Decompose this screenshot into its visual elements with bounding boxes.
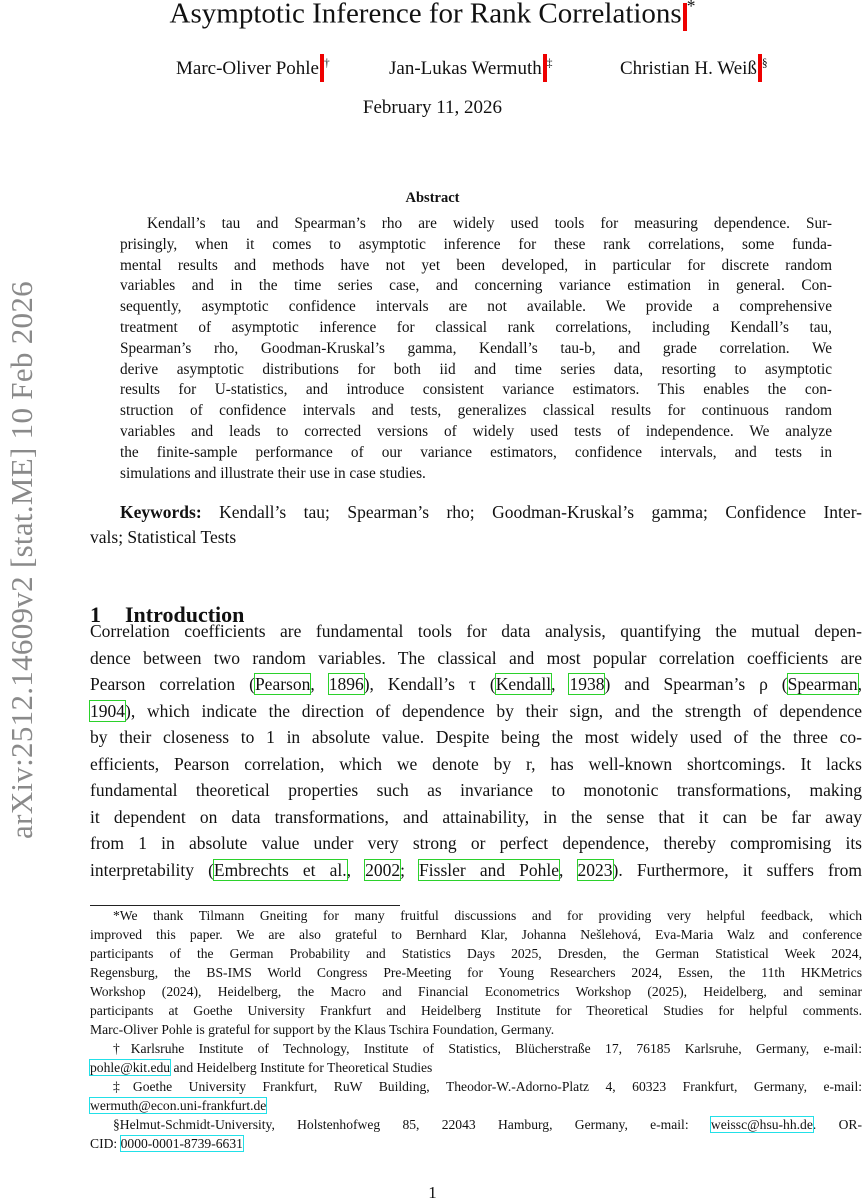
citation-link[interactable]: 1904 <box>90 700 125 721</box>
abstract-line: treatment of asymptotic inference for classical rank correlations, including Kendall’s tau, <box>120 319 832 336</box>
text-segment: interpretability ( <box>90 859 214 880</box>
text-segment: ), which indicate the direction of dependence by their sign, and the strength of dependence <box>125 700 862 721</box>
text-segment: fundamental theoretical properties such as invariance to monotonic transformations, making <box>90 780 862 800</box>
keywords-line-2: vals; Statistical Tests <box>90 527 237 547</box>
footnote-line <box>90 1022 862 1038</box>
abstract-line: derive asymptotic distributions for both iid and time series data, resorting to asymptotic <box>120 360 832 378</box>
citation-link[interactable]: 1896 <box>328 674 364 694</box>
text-segment: Workshop (2024), Heidelberg, the Macro and Financial Econometrics Workshop (2025), Heidelberg, and seminar <box>90 984 862 999</box>
url-link[interactable]: 0000-0001-8739-6631 <box>120 1136 243 1151</box>
text-segment: , <box>559 859 578 880</box>
text-segment: , <box>857 674 862 694</box>
paper-date: February 11, 2026 <box>362 97 503 118</box>
citation-link[interactable]: Pearson <box>254 674 311 694</box>
text-segment: Marc-Oliver Pohle is grateful for support by the Klaus Tschira Foundation, Germany. <box>90 1022 555 1037</box>
footnote-line <box>90 946 862 962</box>
text-segment: Pearson correlation ( <box>90 674 255 694</box>
title-text: Asymptotic Inference for Rank Correlations <box>169 0 682 30</box>
abstract-line: the finite-sample performance of our variance estimators, confidence intervals, and tests in <box>120 443 832 461</box>
text-segment: it dependent on data transformations, and attainability, in the sense that it can be far away <box>90 806 862 827</box>
citation-link[interactable]: 2023 <box>577 859 613 880</box>
url-link[interactable]: wermuth@econ.uni-frankfurt.de <box>90 1098 267 1113</box>
url-link[interactable]: weissc@hsu-hh.de <box>710 1117 813 1132</box>
arxiv-identifier: arXiv:2512.14609v2 [stat.ME] 10 Feb 2026 <box>4 281 39 839</box>
text-segment: †Karlsruhe Institute of Technology, Institute of Statistics, Blücherstraße 17, 76185 Karlsruhe, Germany, e-mail: <box>113 1041 862 1056</box>
text-segment: dence between two random variables. The classical and most popular correlation coefficients are <box>90 647 862 668</box>
text-segment: ) and Spearman’s ρ ( <box>604 674 788 694</box>
abstract-heading: Abstract <box>405 190 460 206</box>
footnote-line <box>90 965 862 981</box>
text-segment: ; <box>400 859 420 880</box>
text-segment: from 1 in absolute value under very strong or perfect dependence, thereby compromising its <box>90 833 862 853</box>
abstract-line: Spearman’s rho, Goodman-Kruskal’s gamma, Kendall’s tau-b, and grade correlation. We <box>120 339 832 357</box>
text-segment: , <box>346 859 366 880</box>
text-segment: efficients, Pearson correlation, which we denote by r, has well-known shortcomings. It lacks <box>90 753 862 774</box>
footnote-line <box>90 1060 862 1076</box>
abstract-line: struction of confidence intervals and tests, generalizes classical results for continuous random <box>120 402 832 420</box>
footnote-mark[interactable]: ‡ <box>546 57 553 70</box>
intro-line <box>90 754 862 775</box>
text-segment: ), Kendall’s τ ( <box>363 674 496 694</box>
author-wermuth <box>389 54 552 82</box>
citation-link[interactable]: Fissler and Pohle <box>419 859 560 880</box>
text-segment: , <box>310 674 329 694</box>
footnote-line <box>113 1079 862 1095</box>
page-number: 1 <box>428 1183 437 1202</box>
text-segment: Regensburg, the BS-IMS World Congress Pre-Meeting for Young Researchers 2024, Essen, the 11th HKMetrics <box>90 965 862 980</box>
footnote-line <box>113 908 862 924</box>
footnote-mark[interactable]: † <box>323 57 330 70</box>
intro-line <box>90 727 862 748</box>
intro-line <box>90 621 862 642</box>
title-footnote-mark[interactable]: * <box>686 0 696 16</box>
keywords-line-1 <box>120 502 862 523</box>
abstract-line: prisingly, when it comes to asymptotic inference for these rank correlations, some funda- <box>120 235 832 253</box>
text-segment: *We thank Tilmann Gneiting for many fruitful discussions and for providing very helpful feedback, which <box>113 908 862 923</box>
citation-link[interactable]: 2002 <box>365 859 401 880</box>
citation-link[interactable]: 1938 <box>569 674 605 694</box>
abstract-line: mental results and methods have not yet been developed, in particular for discrete random <box>120 256 832 274</box>
citation-link[interactable]: Spearman <box>787 674 858 694</box>
section-title: Introduction <box>125 602 245 627</box>
text-segment: Correlation coefficients are fundamental tools for data analysis, quantifying the mutual depen- <box>90 621 862 641</box>
abstract-line: variables and leads to corrected versions of widely used tests of independence. We analyze <box>120 423 832 440</box>
intro-line <box>90 860 862 881</box>
footnote-line <box>90 1136 862 1152</box>
author-name: Marc-Oliver Pohle <box>176 58 319 79</box>
text-segment: ‡Goethe University Frankfurt, RuW Building, Theodor-W.-Adorno-Platz 4, 60323 Frankfurt, Germany, e-mail: <box>113 1079 862 1094</box>
text-segment: CID: <box>90 1136 121 1151</box>
keywords-text: Kendall’s tau; Spearman’s rho; Goodman-Kruskal’s gamma; Confidence Inter- <box>219 502 862 522</box>
footnote-rule <box>90 905 400 906</box>
abstract-line: Kendall’s tau and Spearman’s rho are widely used tools for measuring dependence. Sur- <box>147 215 832 232</box>
footnote-line <box>90 984 862 1000</box>
citation-link[interactable]: Kendall <box>495 674 552 694</box>
text-segment: and Heidelberg Institute for Theoretical Studies <box>170 1060 433 1075</box>
text-segment: improved this paper. We are also grateful to Bernhard Klar, Johanna Nešlehová, Eva-Maria Walz and conference <box>90 927 862 942</box>
author-weiss <box>620 54 768 82</box>
author-name: Jan-Lukas Wermuth <box>389 58 542 79</box>
author-pohle <box>176 54 330 82</box>
text-segment: ). Furthermore, it suffers from <box>612 859 863 880</box>
citation-link[interactable]: Embrechts et al. <box>213 859 347 880</box>
section-number: 1 <box>90 602 101 627</box>
paper-title <box>0 0 865 31</box>
intro-line <box>90 780 862 801</box>
footnote-line <box>90 927 862 943</box>
author-name: Christian H. Weiß <box>620 58 757 79</box>
footnote-mark[interactable]: § <box>761 57 768 70</box>
footnote-line <box>90 1003 862 1019</box>
intro-line <box>90 648 862 669</box>
footnote-line <box>113 1041 862 1057</box>
footnote-line <box>113 1117 862 1133</box>
text-segment: , <box>551 674 570 694</box>
abstract-line: simulations and illustrate their use in case studies. <box>120 464 426 482</box>
text-segment: participants at Goethe University Frankfurt and Heidelberg Institute for Theoretical Studies for helpful comments. <box>90 1003 862 1018</box>
text-segment: by their closeness to 1 in absolute value. Despite being the most widely used of the three co- <box>90 727 862 747</box>
intro-line <box>90 833 862 854</box>
intro-line <box>90 674 862 695</box>
keywords-label: Keywords: <box>120 502 202 522</box>
intro-line <box>90 807 862 828</box>
footnote-line <box>90 1098 862 1114</box>
url-link[interactable]: pohle@kit.edu <box>90 1060 171 1075</box>
text-segment: participants of the German Probability and Statistics Days 2025, Dresden, the German Statistical Week 2024, <box>90 946 862 961</box>
abstract-line: results for U-statistics, and introduce consistent variance estimators. This enables the con- <box>120 381 832 399</box>
text-segment: . OR- <box>812 1117 862 1132</box>
abstract-line: variables and in the time series case, and concerning variance estimation in general. Con- <box>120 277 832 295</box>
abstract-line: sequently, asymptotic confidence intervals are not available. We provide a comprehensive <box>120 298 832 316</box>
text-segment: §Helmut-Schmidt-University, Holstenhofweg 85, 22043 Hamburg, Germany, e-mail: <box>113 1117 711 1132</box>
intro-line <box>90 701 862 722</box>
